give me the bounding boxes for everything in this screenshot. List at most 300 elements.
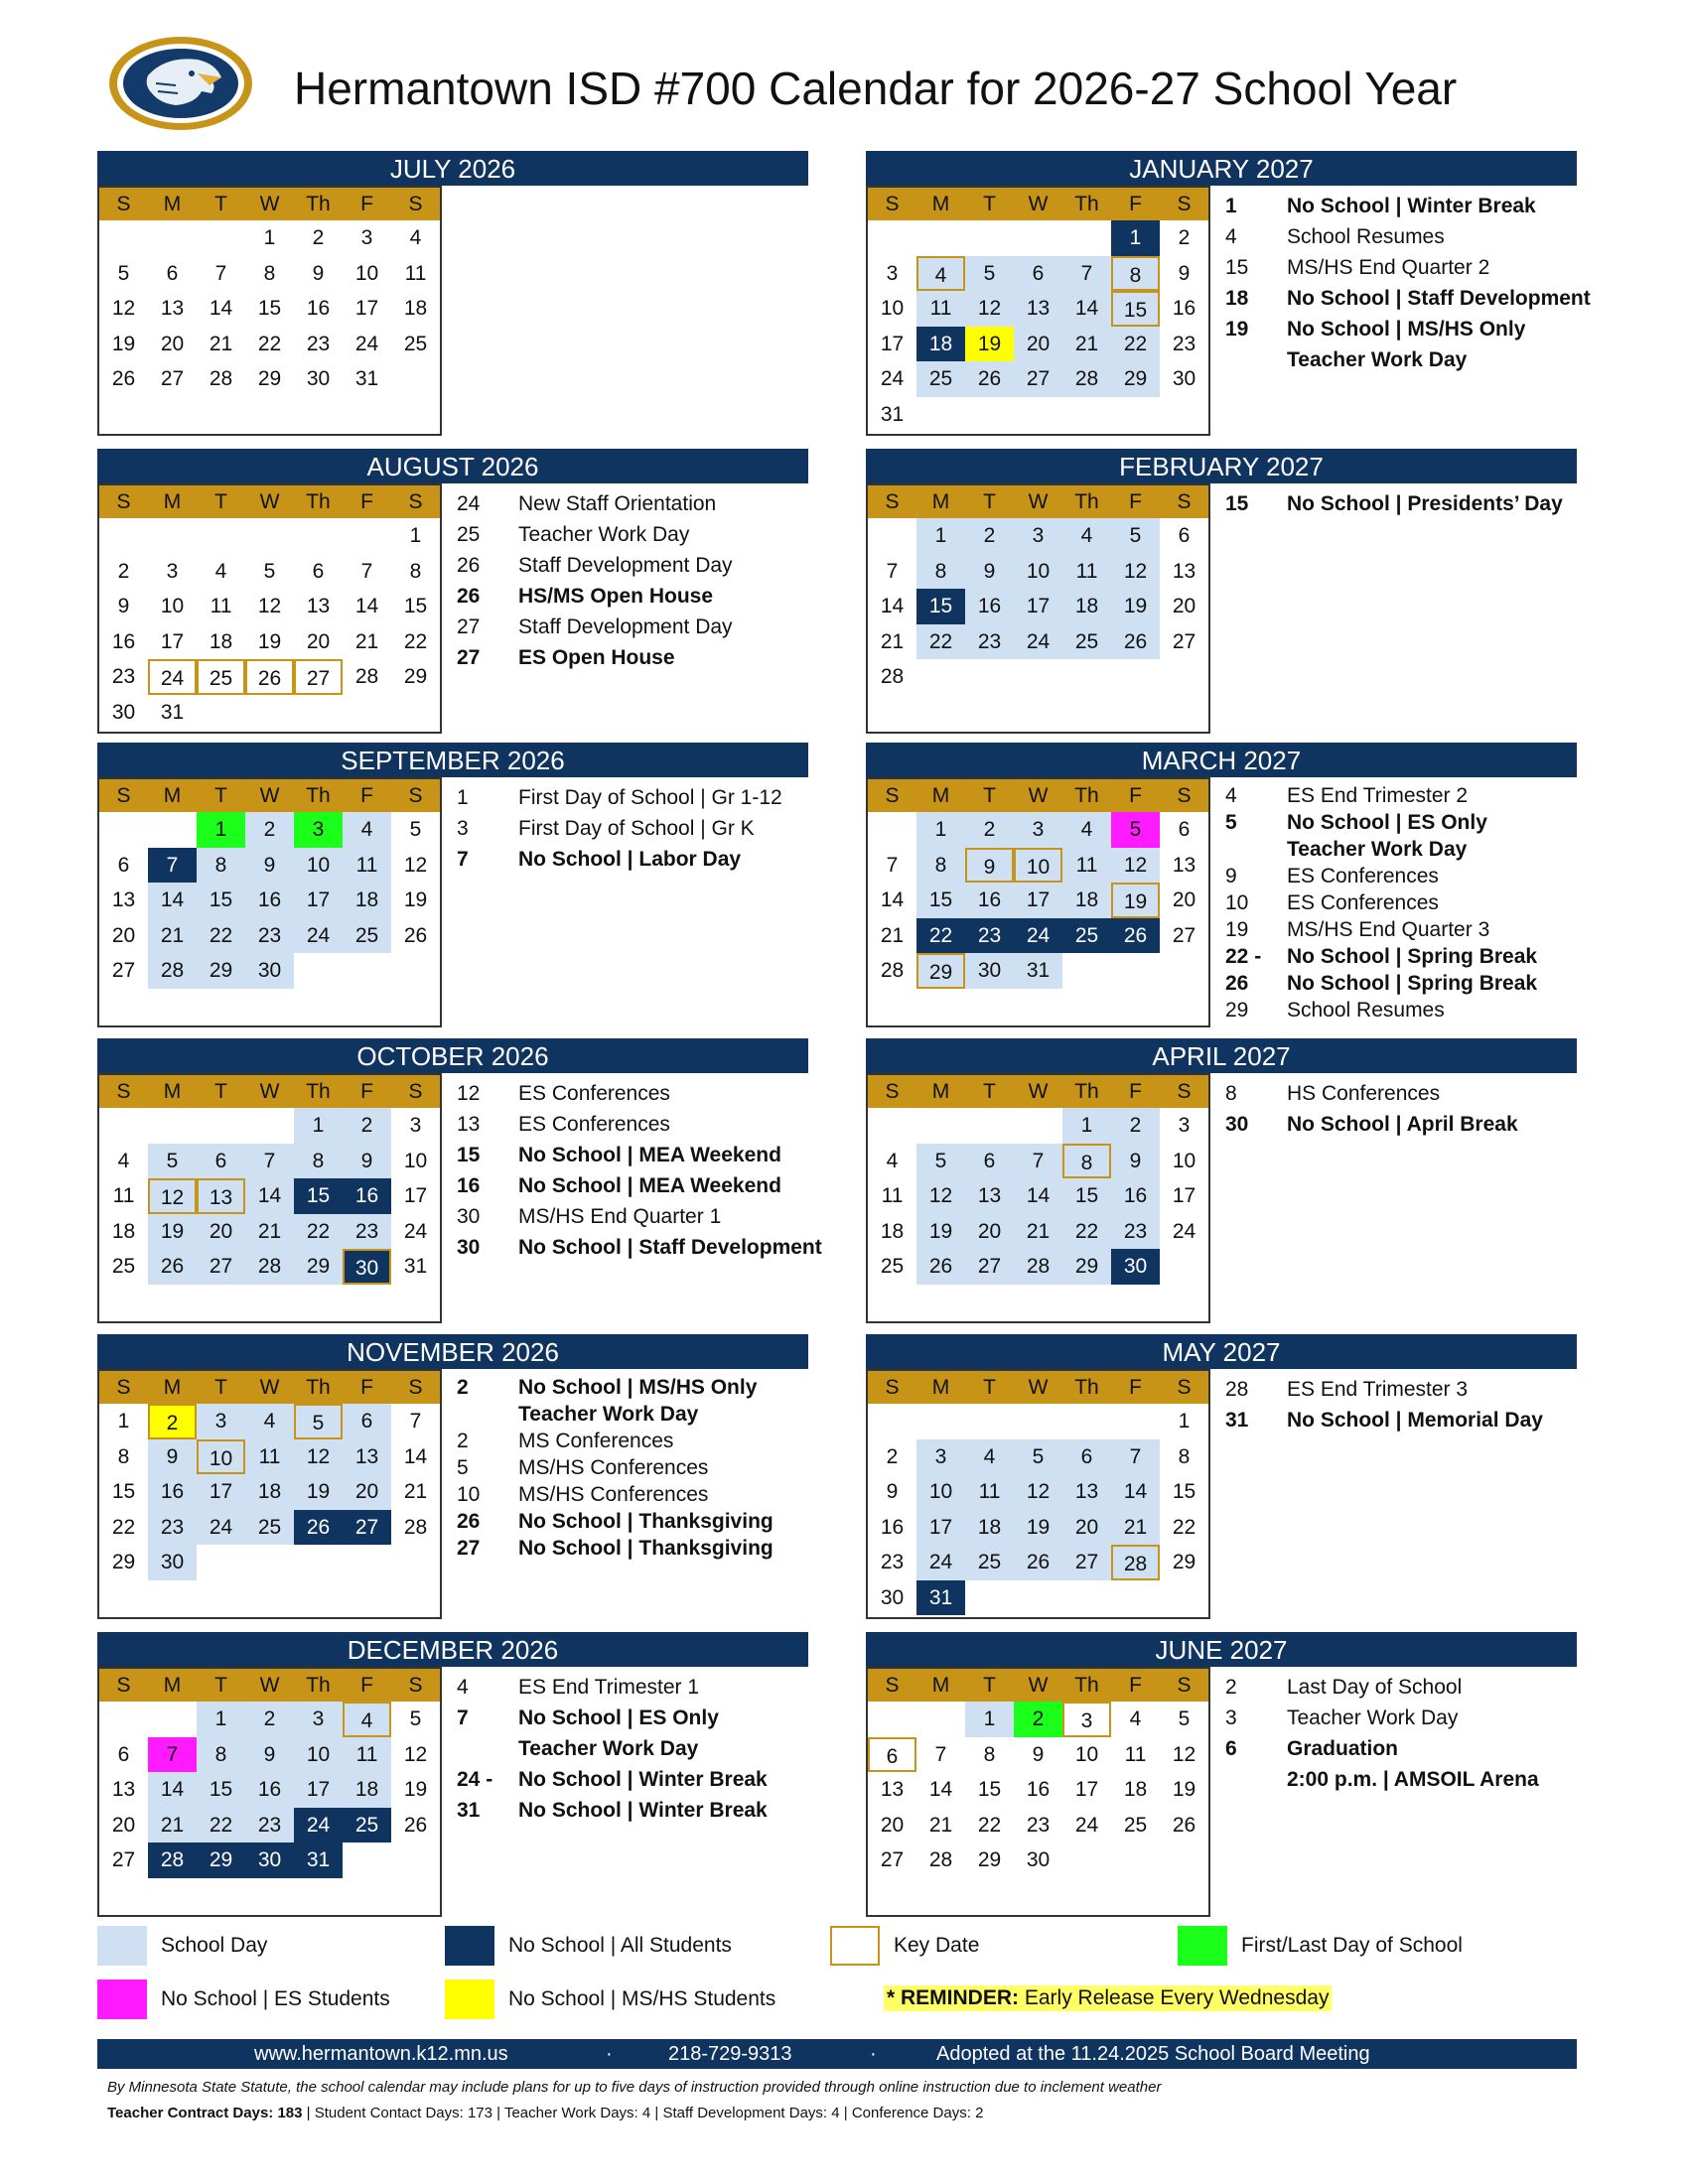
weekday-label: Th bbox=[1074, 784, 1099, 807]
day-cell: 12 bbox=[1111, 848, 1160, 884]
day-cell: 1 bbox=[263, 226, 276, 249]
empty-day-cell bbox=[245, 1108, 294, 1144]
empty-day-cell bbox=[916, 397, 965, 433]
weekday-label: S bbox=[408, 490, 423, 513]
weekday-header-row bbox=[99, 1371, 440, 1404]
week-row bbox=[99, 1404, 440, 1439]
day-cell: 23 bbox=[245, 1808, 294, 1843]
day-cell: 16 bbox=[965, 589, 1014, 624]
day-cell: 19 bbox=[257, 629, 282, 653]
event-date: 25 bbox=[457, 523, 481, 546]
legend-no-school-all bbox=[445, 1926, 732, 1966]
day-cell: 26 bbox=[965, 361, 1014, 397]
week-row bbox=[99, 1737, 440, 1773]
event-date: 13 bbox=[457, 1113, 481, 1136]
empty-day-cell bbox=[1014, 1108, 1062, 1144]
day-cell: 11 bbox=[881, 1184, 904, 1207]
day-cell: 14 bbox=[880, 888, 905, 911]
weekday-label: W bbox=[1028, 490, 1049, 513]
day-cell: 30 bbox=[306, 367, 331, 390]
day-cell: 28 bbox=[1062, 361, 1111, 397]
day-cell: 30 bbox=[245, 1843, 294, 1878]
month-grid-march bbox=[866, 777, 1210, 1027]
event-date: 26 bbox=[457, 554, 481, 577]
day-cell: 8 bbox=[983, 1742, 996, 1766]
weekday-label: M bbox=[163, 1674, 182, 1697]
weekday-label: F bbox=[360, 784, 373, 807]
day-cell: 14 bbox=[209, 297, 233, 320]
day-cell: 15 bbox=[916, 589, 965, 624]
event-text: School Resumes bbox=[1287, 999, 1445, 1022]
week-row bbox=[99, 1178, 440, 1214]
weekday-label: M bbox=[931, 1674, 950, 1697]
weekday-label: T bbox=[214, 784, 227, 807]
event-date bbox=[1225, 836, 1287, 863]
event-date: 6 bbox=[1225, 1737, 1237, 1760]
day-cell: 13 bbox=[111, 888, 136, 911]
day-cell: 15 bbox=[294, 1178, 343, 1214]
empty-day-cell bbox=[1014, 989, 1062, 1024]
day-cell: 22 bbox=[197, 1808, 245, 1843]
weekday-label: S bbox=[1177, 1674, 1192, 1697]
day-cell: 8 bbox=[294, 1144, 343, 1179]
day-cell: 18 bbox=[209, 629, 233, 653]
day-cell: 13 bbox=[197, 1178, 245, 1214]
day-counts-rest: | Student Contact Days: 173 | Teacher Work Days: 4 | Staff Development Days: 4 | Conference Days: 2 bbox=[302, 2105, 984, 2121]
day-cell: 6 bbox=[197, 1144, 245, 1179]
day-cell: 9 bbox=[1032, 1742, 1045, 1766]
week-row bbox=[868, 1580, 1208, 1616]
day-cell: 28 bbox=[928, 1848, 953, 1871]
day-cell: 7 bbox=[409, 1410, 422, 1433]
empty-day-cell bbox=[245, 1878, 294, 1914]
footer-website-link[interactable]: www.hermantown.k12.mn.us bbox=[254, 2043, 508, 2065]
empty-day-cell bbox=[99, 1702, 148, 1737]
day-cell: 28 bbox=[1111, 1545, 1160, 1580]
day-cell: 19 bbox=[916, 1214, 965, 1250]
weekday-label: T bbox=[983, 1376, 996, 1399]
event-date bbox=[457, 1733, 518, 1764]
weekday-label: Th bbox=[306, 193, 331, 215]
weekday-label: S bbox=[408, 1674, 423, 1697]
day-cell: 20 bbox=[111, 923, 136, 947]
event-item bbox=[457, 1508, 774, 1535]
empty-day-cell bbox=[294, 989, 343, 1024]
day-cell: 21 bbox=[148, 1808, 197, 1843]
day-cell: 5 bbox=[148, 1144, 197, 1179]
week-row bbox=[868, 1474, 1208, 1510]
event-text: No School | MEA Weekend bbox=[518, 1174, 781, 1197]
week-row bbox=[99, 397, 440, 433]
week-row bbox=[868, 1702, 1208, 1737]
day-cell: 22 bbox=[111, 1515, 136, 1539]
day-cell: 18 bbox=[916, 327, 965, 362]
weekday-label: W bbox=[259, 1080, 280, 1103]
day-cell: 17 bbox=[916, 1510, 965, 1546]
empty-day-cell bbox=[868, 695, 916, 731]
empty-day-cell bbox=[965, 1404, 1014, 1439]
empty-day-cell bbox=[868, 518, 916, 554]
day-cell: 15 bbox=[111, 1480, 136, 1503]
empty-day-cell bbox=[1062, 1285, 1111, 1320]
month-grid-august bbox=[97, 483, 442, 734]
event-text: First Day of School | Gr K bbox=[518, 817, 755, 840]
empty-day-cell bbox=[1014, 220, 1062, 256]
day-cell: 1 bbox=[197, 812, 245, 848]
empty-day-cell bbox=[1111, 659, 1160, 695]
event-item bbox=[1225, 836, 1537, 863]
day-cell: 26 bbox=[111, 367, 136, 390]
event-date: 8 bbox=[1225, 1082, 1237, 1105]
weekday-label: T bbox=[214, 1080, 227, 1103]
day-cell: 18 bbox=[965, 1510, 1014, 1546]
event-item bbox=[1225, 344, 1591, 375]
day-cell: 17 bbox=[294, 1772, 343, 1808]
day-cell: 4 bbox=[343, 1702, 391, 1737]
day-cell: 23 bbox=[245, 918, 294, 954]
empty-day-cell bbox=[965, 1108, 1014, 1144]
event-item bbox=[1225, 970, 1537, 997]
empty-day-cell bbox=[1160, 1843, 1208, 1878]
day-cell: 20 bbox=[1172, 888, 1196, 911]
week-row bbox=[868, 1545, 1208, 1580]
day-cell: 14 bbox=[148, 883, 197, 918]
day-cell: 6 bbox=[343, 1404, 391, 1439]
empty-day-cell bbox=[245, 518, 294, 554]
day-cell: 3 bbox=[1178, 1114, 1191, 1137]
empty-day-cell bbox=[1111, 695, 1160, 731]
day-cell: 25 bbox=[1123, 1813, 1148, 1837]
day-cell: 9 bbox=[117, 595, 130, 617]
weekday-header-row bbox=[868, 1075, 1208, 1108]
event-text: No School | Labor Day bbox=[518, 848, 742, 871]
day-cell: 13 bbox=[965, 1178, 1014, 1214]
day-cell: 8 bbox=[1062, 1144, 1111, 1179]
weekday-label: S bbox=[408, 1376, 423, 1399]
day-cell: 20 bbox=[160, 332, 185, 355]
event-date: 19 bbox=[1225, 318, 1249, 341]
day-cell: 5 bbox=[1178, 1707, 1191, 1730]
day-cell: 2 bbox=[117, 559, 130, 583]
weekday-label: M bbox=[931, 193, 950, 215]
day-cell: 26 bbox=[245, 659, 294, 695]
day-cell: 21 bbox=[1111, 1510, 1160, 1546]
day-cell: 25 bbox=[916, 361, 965, 397]
day-cell: 4 bbox=[1062, 812, 1111, 848]
empty-day-cell bbox=[391, 953, 440, 989]
empty-day-cell bbox=[148, 1285, 197, 1320]
event-date: 12 bbox=[457, 1082, 481, 1105]
day-cell: 21 bbox=[354, 629, 379, 653]
week-row bbox=[99, 1474, 440, 1510]
event-item bbox=[457, 1170, 822, 1201]
week-row bbox=[868, 256, 1208, 292]
day-cell: 23 bbox=[1172, 332, 1196, 355]
weekday-label: S bbox=[408, 1080, 423, 1103]
day-cell: 13 bbox=[880, 1778, 905, 1801]
day-cell: 4 bbox=[409, 226, 422, 249]
event-item bbox=[457, 1535, 774, 1562]
day-cell: 22 bbox=[257, 332, 282, 355]
events-list-june bbox=[1225, 1672, 1539, 1795]
empty-day-cell bbox=[1062, 953, 1111, 989]
day-cell: 15 bbox=[197, 1772, 245, 1808]
week-row bbox=[868, 1249, 1208, 1285]
event-item bbox=[457, 844, 782, 875]
weekday-label: S bbox=[408, 193, 423, 215]
empty-day-cell bbox=[965, 659, 1014, 695]
day-cell: 12 bbox=[294, 1439, 343, 1475]
weekday-header-row bbox=[868, 779, 1208, 812]
month-grid-october bbox=[97, 1073, 442, 1323]
day-cell: 21 bbox=[209, 332, 233, 355]
day-cell: 29 bbox=[977, 1848, 1002, 1871]
weekday-label: S bbox=[885, 193, 900, 215]
event-date: 3 bbox=[457, 817, 469, 840]
week-row bbox=[868, 361, 1208, 397]
week-row bbox=[99, 1878, 440, 1914]
day-cell: 5 bbox=[916, 1144, 965, 1179]
event-text: Last Day of School bbox=[1287, 1676, 1463, 1699]
weekday-label: Th bbox=[306, 490, 331, 513]
events-list-may bbox=[1225, 1374, 1543, 1435]
event-text: Staff Development Day bbox=[518, 554, 733, 577]
empty-day-cell bbox=[1111, 1404, 1160, 1439]
event-date: 31 bbox=[1225, 1409, 1249, 1432]
day-cell: 16 bbox=[111, 629, 136, 653]
event-date: 1 bbox=[1225, 195, 1237, 217]
event-text: ES Open House bbox=[518, 646, 675, 669]
day-cell: 24 bbox=[1074, 1813, 1099, 1837]
week-row bbox=[868, 397, 1208, 433]
day-cell: 23 bbox=[880, 1551, 905, 1573]
day-cell: 21 bbox=[1062, 327, 1111, 362]
empty-day-cell bbox=[343, 695, 391, 731]
day-cell: 19 bbox=[1111, 589, 1160, 624]
event-item bbox=[1225, 943, 1537, 970]
day-cell: 28 bbox=[880, 959, 905, 982]
week-row bbox=[99, 848, 440, 884]
day-cell: 27 bbox=[1014, 361, 1062, 397]
day-cell: 27 bbox=[1062, 1545, 1111, 1580]
day-cell: 23 bbox=[111, 665, 136, 688]
day-cell: 20 bbox=[1062, 1510, 1111, 1546]
event-item bbox=[457, 1795, 768, 1826]
weekday-label: T bbox=[214, 490, 227, 513]
event-item bbox=[1225, 1764, 1539, 1795]
event-item bbox=[1225, 1703, 1539, 1733]
event-text: Teacher Work Day bbox=[1287, 348, 1468, 371]
day-cell: 17 bbox=[354, 297, 379, 320]
weekday-label: F bbox=[360, 1080, 373, 1103]
day-cell: 2 bbox=[245, 812, 294, 848]
event-text: No School | April Break bbox=[1287, 1113, 1518, 1136]
day-cell: 29 bbox=[197, 1843, 245, 1878]
week-row bbox=[99, 918, 440, 954]
empty-day-cell bbox=[245, 1285, 294, 1320]
event-item bbox=[457, 782, 782, 813]
day-cell: 23 bbox=[306, 332, 331, 355]
day-cell: 24 bbox=[294, 918, 343, 954]
event-text: ES Conferences bbox=[518, 1082, 670, 1105]
day-cell: 30 bbox=[343, 1249, 391, 1285]
legend-label-no-school-mshs: No School | MS/HS Students bbox=[508, 1987, 776, 2010]
weekday-label: Th bbox=[306, 1376, 331, 1399]
week-row bbox=[99, 1702, 440, 1737]
day-cell: 30 bbox=[245, 953, 294, 989]
empty-day-cell bbox=[1062, 1580, 1111, 1616]
event-date: 18 bbox=[1225, 287, 1249, 310]
day-cell: 29 bbox=[1172, 1551, 1196, 1573]
weekday-label: Th bbox=[1074, 1674, 1099, 1697]
day-cell: 5 bbox=[409, 818, 422, 841]
day-cell: 16 bbox=[148, 1474, 197, 1510]
day-cell: 10 bbox=[1172, 1149, 1196, 1172]
week-row bbox=[868, 1808, 1208, 1843]
event-text: Teacher Work Day bbox=[518, 523, 690, 546]
event-date: 26 bbox=[1225, 972, 1249, 995]
day-cell: 11 bbox=[404, 261, 427, 285]
day-cell: 26 bbox=[1014, 1545, 1062, 1580]
day-cell: 17 bbox=[403, 1184, 428, 1207]
day-cell: 22 bbox=[1172, 1515, 1196, 1539]
day-cell: 27 bbox=[197, 1249, 245, 1285]
week-row bbox=[99, 1808, 440, 1843]
week-row bbox=[99, 1144, 440, 1179]
day-cell: 19 bbox=[1172, 1778, 1196, 1801]
event-date: 26 bbox=[457, 585, 481, 608]
empty-day-cell bbox=[1160, 1285, 1208, 1320]
weekday-label: T bbox=[214, 1376, 227, 1399]
day-cell: 11 bbox=[916, 291, 965, 327]
event-item bbox=[457, 519, 733, 550]
day-cell: 12 bbox=[257, 595, 282, 617]
empty-day-cell bbox=[1160, 659, 1208, 695]
day-cell: 6 bbox=[117, 853, 130, 877]
weekday-label: S bbox=[116, 193, 131, 215]
event-date: 28 bbox=[1225, 1378, 1249, 1401]
week-row bbox=[868, 883, 1208, 918]
legend-swatch-no-school-all bbox=[445, 1926, 494, 1966]
event-text: ES End Trimester 3 bbox=[1287, 1378, 1469, 1401]
event-item bbox=[457, 1109, 822, 1140]
empty-day-cell bbox=[916, 659, 965, 695]
weekday-label: S bbox=[1177, 1376, 1192, 1399]
weekday-label: F bbox=[360, 1376, 373, 1399]
weekday-label: F bbox=[360, 490, 373, 513]
weekday-label: S bbox=[116, 784, 131, 807]
empty-day-cell bbox=[1111, 1878, 1160, 1914]
weekday-label: T bbox=[214, 193, 227, 215]
day-cell: 1 bbox=[409, 524, 422, 547]
day-cell: 29 bbox=[111, 1551, 136, 1573]
day-cell: 1 bbox=[1178, 1410, 1191, 1433]
day-cell: 27 bbox=[111, 959, 136, 982]
empty-day-cell bbox=[1062, 1404, 1111, 1439]
day-cell: 20 bbox=[1172, 595, 1196, 617]
day-cell: 28 bbox=[1014, 1249, 1062, 1285]
event-item bbox=[457, 1428, 774, 1454]
event-date bbox=[1225, 344, 1287, 375]
empty-day-cell bbox=[391, 989, 440, 1024]
event-item bbox=[457, 1733, 768, 1764]
event-date: 4 bbox=[457, 1676, 469, 1699]
weekday-label: S bbox=[885, 1080, 900, 1103]
week-row bbox=[868, 1843, 1208, 1878]
day-cell: 29 bbox=[197, 953, 245, 989]
empty-day-cell bbox=[1111, 1285, 1160, 1320]
empty-day-cell bbox=[916, 1285, 965, 1320]
empty-day-cell bbox=[868, 1702, 916, 1737]
day-cell: 17 bbox=[160, 629, 185, 653]
day-cell: 10 bbox=[197, 1439, 245, 1475]
weekday-label: W bbox=[1028, 193, 1049, 215]
day-cell: 7 bbox=[360, 559, 373, 583]
event-text: MS/HS Conferences bbox=[518, 1483, 709, 1506]
day-cell: 7 bbox=[886, 853, 899, 877]
event-item bbox=[1225, 809, 1537, 836]
event-text: No School | ES Only bbox=[518, 1706, 719, 1729]
events-list-february bbox=[1225, 488, 1563, 519]
day-cell: 8 bbox=[916, 554, 965, 590]
events-list-january bbox=[1225, 191, 1591, 375]
event-date: 15 bbox=[1225, 492, 1249, 515]
day-cell: 12 bbox=[111, 297, 136, 320]
legend-swatch-no-school-mshs bbox=[445, 1979, 494, 2019]
event-text: No School | MEA Weekend bbox=[518, 1144, 781, 1166]
weekday-label: Th bbox=[1074, 490, 1099, 513]
empty-day-cell bbox=[1014, 1285, 1062, 1320]
day-cell: 9 bbox=[965, 554, 1014, 590]
weekday-label: M bbox=[931, 490, 950, 513]
day-cell: 22 bbox=[197, 918, 245, 954]
weekday-label: S bbox=[116, 1080, 131, 1103]
event-text: Staff Development Day bbox=[518, 615, 733, 638]
day-cell: 8 bbox=[117, 1444, 130, 1468]
event-item bbox=[1225, 916, 1537, 943]
weekday-header-row bbox=[868, 188, 1208, 220]
day-cell: 9 bbox=[1111, 1144, 1160, 1179]
empty-day-cell bbox=[197, 518, 245, 554]
event-text: 2:00 p.m. | AMSOIL Arena bbox=[1287, 1768, 1539, 1791]
day-cell: 2 bbox=[312, 226, 325, 249]
empty-day-cell bbox=[868, 1285, 916, 1320]
empty-day-cell bbox=[148, 220, 197, 256]
empty-day-cell bbox=[1062, 659, 1111, 695]
day-cell: 29 bbox=[1111, 361, 1160, 397]
month-header-july: JULY 2026 bbox=[97, 151, 808, 186]
day-cell: 16 bbox=[245, 883, 294, 918]
event-date: 5 bbox=[1225, 811, 1237, 834]
day-cell: 21 bbox=[245, 1214, 294, 1250]
event-item bbox=[457, 1374, 774, 1401]
month-header-april: APRIL 2027 bbox=[866, 1038, 1577, 1073]
event-text: MS/HS End Quarter 3 bbox=[1287, 918, 1490, 941]
day-cell: 18 bbox=[1062, 883, 1111, 918]
weekday-label: S bbox=[1177, 490, 1192, 513]
day-cell: 2 bbox=[148, 1404, 197, 1439]
day-cell: 16 bbox=[880, 1515, 905, 1539]
event-date: 9 bbox=[1225, 865, 1237, 887]
day-cell: 26 bbox=[403, 1813, 428, 1837]
legend-no-school-mshs bbox=[445, 1979, 775, 2019]
empty-day-cell bbox=[294, 397, 343, 433]
event-date: 2 bbox=[457, 1376, 469, 1399]
event-date: 27 bbox=[457, 646, 481, 669]
day-cell: 1 bbox=[294, 1108, 343, 1144]
event-date: 31 bbox=[457, 1799, 481, 1822]
day-cell: 25 bbox=[245, 1510, 294, 1546]
